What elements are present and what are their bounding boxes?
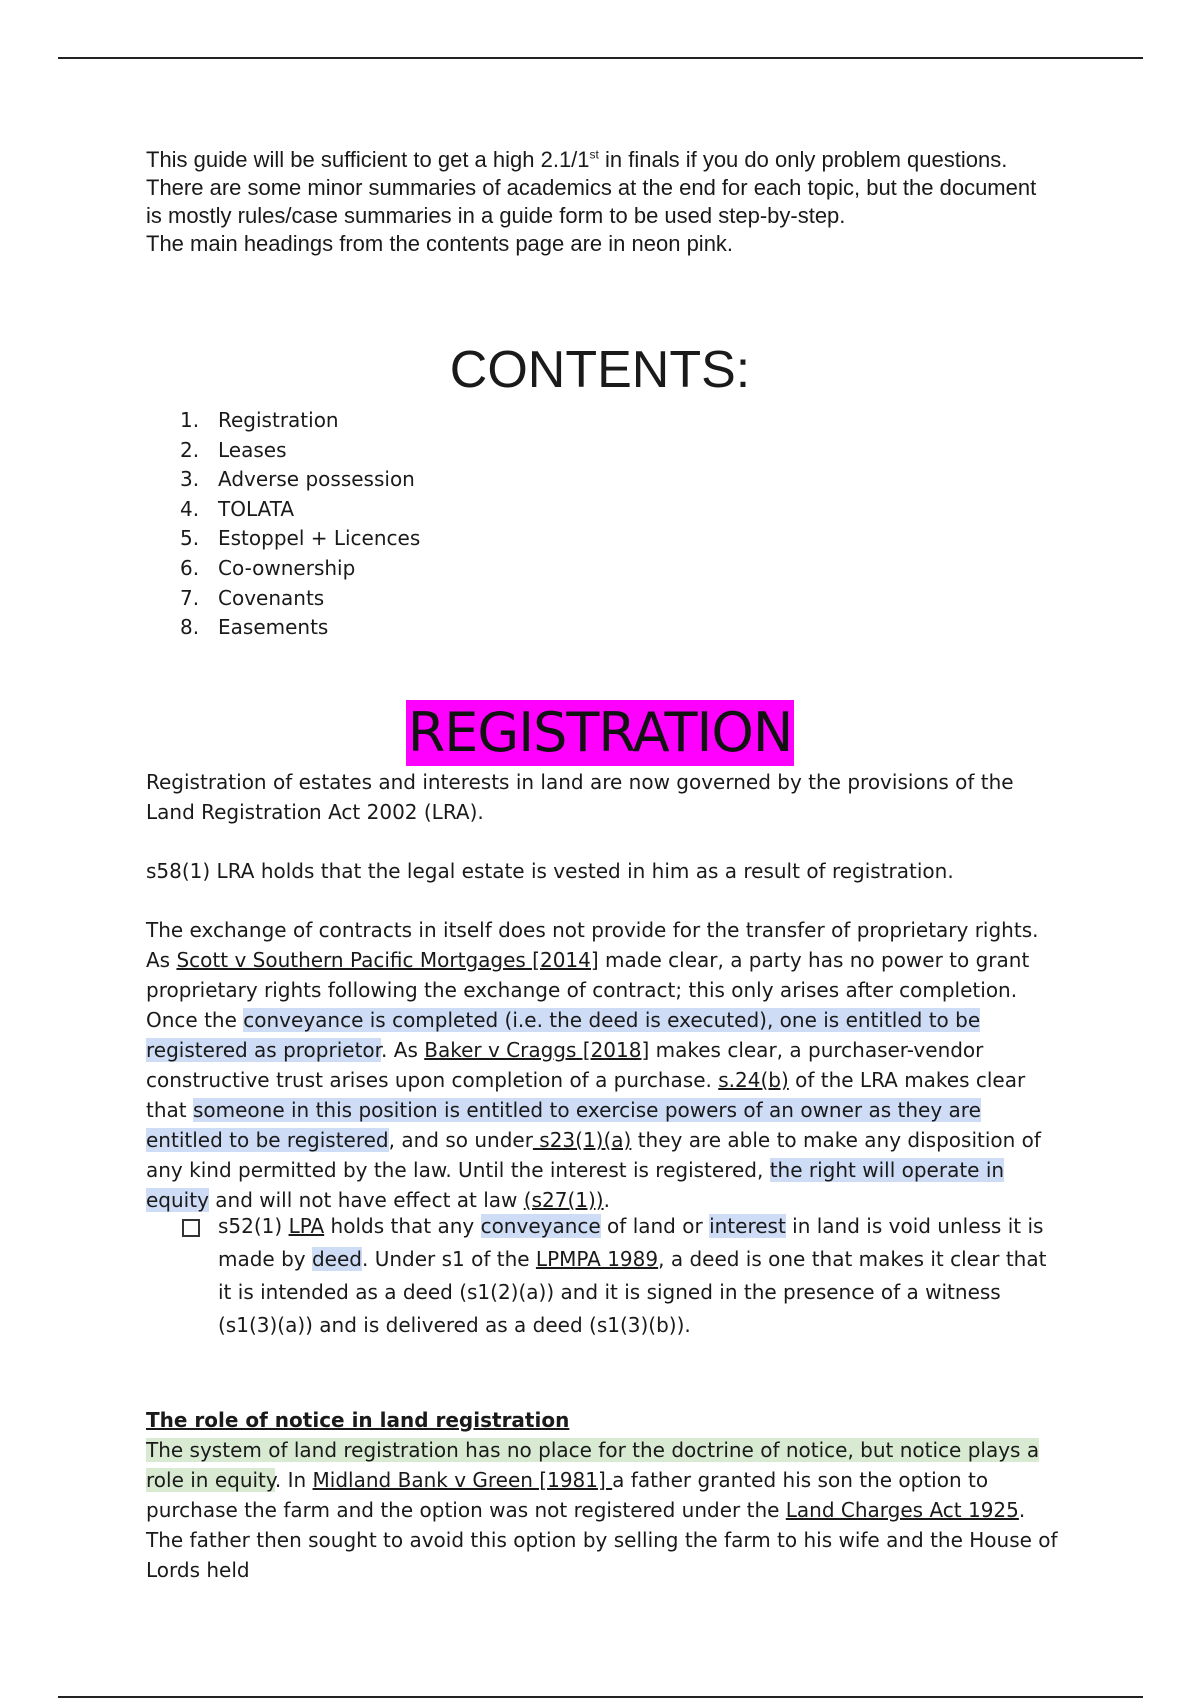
registration-paragraph-1 (146, 767, 1061, 827)
text-run: . In (274, 1468, 313, 1492)
text-run: of land or (600, 1214, 710, 1238)
paragraph-text: s58(1) LRA holds that the legal estate is vested in him as a result of registration. (146, 859, 954, 883)
text-run: makes clear, a purchaser-vendor constructive trust arises upon completion of a purchase. (146, 1038, 984, 1092)
notice-heading: The role of notice in land registration (146, 1408, 570, 1432)
item-label: Adverse possession (218, 467, 415, 492)
contents-list (180, 406, 420, 643)
intro-text-cont: in finals if you do only problem questions. (598, 147, 1008, 172)
registration-paragraph-2 (146, 856, 1061, 886)
notice-section (146, 1405, 1061, 1585)
contents-item (180, 465, 420, 495)
paragraph-text (146, 1435, 1061, 1585)
item-label: Estoppel + Licences (218, 526, 421, 551)
text-run: and will not have effect at law (208, 1188, 524, 1212)
bottom-rule (58, 1696, 1143, 1698)
superscript: st (589, 147, 599, 162)
contents-item (180, 406, 420, 436)
text-run: made clear, a party has no power to grant proprietary rights following the exchange of contract; this only arises after completion. Once the (146, 948, 1030, 1032)
text-run: . (603, 1188, 610, 1212)
statute-reference: LPA (288, 1214, 325, 1238)
paragraph-text (146, 915, 1061, 1215)
text-run: they are able to make any disposition of any kind permitted by the law. Until the interest is registered, (146, 1128, 1041, 1182)
text-run: a father granted his son the option to purchase the farm and the option was not registered under the (146, 1468, 989, 1522)
paragraph-text: Registration of estates and interests in land are now governed by the provisions of the Land Registration Act 2002 (LRA). (146, 770, 1014, 824)
top-rule (58, 57, 1143, 59)
case-citation: Baker v Craggs [2018] (424, 1038, 650, 1062)
contents-title: CONTENTS: (449, 341, 751, 399)
case-citation: Scott v Southern Pacific Mortgages [2014] (176, 948, 599, 972)
item-number: 5. (180, 526, 200, 551)
intro-paragraph-3: The main headings from the contents page are in neon pink. (146, 231, 734, 256)
statute-reference: Land Charges Act 1925 (785, 1498, 1019, 1522)
statute-reference: LPMPA 1989 (535, 1247, 659, 1271)
item-number: 6. (180, 555, 200, 580)
intro-section (146, 146, 1046, 258)
item-label: Registration (218, 408, 339, 432)
text-run: . The father then sought to avoid this option by selling the farm to his wife and the House of Lords held (146, 1498, 1058, 1582)
contents-item (180, 613, 420, 643)
item-number: 8. (180, 615, 200, 640)
highlighted-text: The system of land registration has no place for the doctrine of notice, but notice plays a role in equity (146, 1438, 1040, 1492)
intro-text: This guide will be sufficient to get a high 2.1/1 (146, 147, 590, 172)
intro-paragraph-1 (146, 146, 1046, 174)
highlighted-text: conveyance (480, 1214, 601, 1238)
text-run: . As (381, 1038, 425, 1062)
text-run: . Under s1 of the (361, 1247, 536, 1271)
item-number: 1. (180, 408, 200, 432)
registration-heading-wrap (0, 700, 1200, 766)
statute-reference: s23(1)(a) (532, 1128, 632, 1152)
text-run: holds that any (324, 1214, 481, 1238)
item-number: 3. (180, 467, 200, 492)
text-run: , and so under (388, 1128, 533, 1152)
case-citation: Midland Bank v Green [1981] (312, 1468, 613, 1492)
highlighted-text: deed (311, 1247, 362, 1271)
item-label: Leases (218, 437, 287, 462)
text-run: in land is void unless it is made by (218, 1214, 1044, 1271)
item-number: 7. (180, 585, 200, 610)
item-label: Covenants (218, 585, 325, 610)
item-number: 4. (180, 496, 200, 521)
checkbox-bullet-icon (182, 1219, 200, 1237)
text-run: of the LRA makes clear that (146, 1068, 1026, 1122)
text-run: s52(1) (218, 1214, 289, 1238)
item-label: Easements (218, 615, 329, 640)
highlighted-text: conveyance is completed (i.e. the deed is executed), one is entitled to be registered as proprietor (146, 1008, 981, 1062)
contents-item (180, 495, 420, 525)
contents-item (180, 436, 420, 466)
statute-reference: s.24(b) (718, 1068, 789, 1092)
contents-item (180, 554, 420, 584)
bullet-text (218, 1210, 1058, 1342)
item-label: Co-ownership (218, 555, 356, 580)
highlighted-text: the right will operate in equity (146, 1158, 1005, 1212)
item-label: TOLATA (218, 496, 295, 521)
checkbox-bullet-item (182, 1210, 1062, 1342)
intro-paragraph-2: There are some minor summaries of academics at the end for each topic, but the document is mostly rules/case summaries in a guide form to be used step-by-step. (146, 175, 1037, 228)
registration-paragraph-3 (146, 915, 1061, 1215)
registration-heading: REGISTRATION (407, 701, 793, 764)
highlighted-text: someone in this position is entitled to exercise powers of an owner as they are entitled to be registered (146, 1098, 981, 1152)
text-run: , a deed is one that makes it clear that it is intended as a deed (s1(2)(a)) and it is signed in the presence of a witness (s1(3)(a)) and is delivered as a deed (s1(3)(b)). (218, 1247, 1047, 1337)
contents-item (180, 584, 420, 614)
highlighted-text: interest (709, 1214, 786, 1238)
item-number: 2. (180, 437, 200, 462)
text-run: The exchange of contracts in itself does not provide for the transfer of proprietary rights. As (146, 918, 1039, 972)
statute-reference: (s27(1)) (523, 1188, 604, 1212)
contents-item (180, 524, 420, 554)
